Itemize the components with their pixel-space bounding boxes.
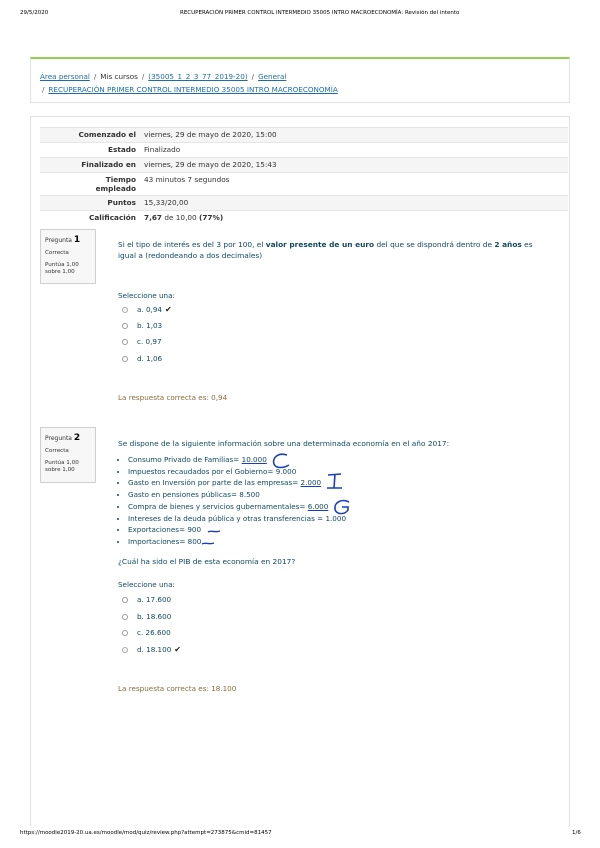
- summary-label: Calificación: [40, 211, 140, 226]
- breadcrumb-quiz-link[interactable]: RECUPERACIÓN PRIMER CONTROL INTERMEDIO 35005 INTRO MACROECONOMÍA: [48, 85, 338, 94]
- summary-row: [40, 211, 568, 226]
- radio-selected[interactable]: [122, 307, 128, 313]
- print-url: https://moodle2019-20.ua.es/moodle/mod/quiz/review.php?attempt=273875&cmid=81457: [20, 830, 272, 836]
- handwritten-g-annotation: [332, 498, 354, 518]
- question-2-info: [40, 427, 96, 483]
- question-2-feedback: La respuesta correcta es: 18.100: [118, 684, 237, 693]
- fact-item: • Impuestos recaudados por el Gobierno= 9.000: [128, 466, 346, 478]
- breadcrumb-general-link[interactable]: General: [258, 72, 287, 81]
- fact-item: • Compra de bienes y servicios gubernamentales= 6.000: [128, 501, 346, 513]
- print-date: 29/5/2020: [20, 10, 49, 16]
- summary-row: [40, 196, 568, 211]
- radio-unselected[interactable]: [122, 614, 128, 620]
- question-2-option-d[interactable]: d. 18.100 ✔: [122, 645, 181, 654]
- grade-value: 7,67: [144, 213, 163, 222]
- question-1-status: Correcta: [45, 250, 69, 257]
- question-1-number: Pregunta 1: [45, 235, 81, 245]
- fact-item: • Exportaciones= 900: [128, 524, 346, 536]
- print-page-number: 1/6: [572, 830, 581, 836]
- summary-value: Finalizado: [140, 143, 568, 158]
- radio-unselected[interactable]: [122, 630, 128, 636]
- question-2-option-c[interactable]: c. 26.600: [122, 628, 171, 637]
- question-2-number: Pregunta 2: [45, 433, 81, 443]
- radio-unselected[interactable]: [122, 597, 128, 603]
- correct-check-icon: ✔: [164, 305, 172, 314]
- handwritten-dash-exports: [207, 529, 221, 535]
- summary-row: [40, 158, 568, 173]
- summary-row: [40, 173, 568, 196]
- question-1-feedback: La respuesta correcta es: 0,94: [118, 393, 228, 402]
- question-2-option-b[interactable]: b. 18.600: [122, 612, 171, 621]
- summary-value: 43 minutos 7 segundos: [140, 173, 568, 196]
- handwritten-i-annotation: [324, 472, 346, 492]
- question-2-select-prompt: Seleccione una:: [118, 580, 175, 589]
- question-1-option-c[interactable]: c. 0,97: [122, 337, 162, 346]
- fact-item: • Gasto en Inversión por parte de las empresas= 2.000: [128, 477, 346, 489]
- question-1-option-d[interactable]: d. 1,06: [122, 354, 162, 363]
- summary-value: 15,33/20,00: [140, 196, 568, 211]
- question-2-question: ¿Cuál ha sido el PIB de esta economía en 2017?: [118, 557, 296, 566]
- question-2-option-a[interactable]: a. 17.600: [122, 595, 171, 604]
- grade-percent: (77%): [199, 213, 224, 222]
- summary-label: Puntos: [40, 196, 140, 211]
- summary-label: Comenzado el: [40, 128, 140, 143]
- summary-label: Tiempo empleado: [40, 173, 140, 196]
- question-2-facts-list: [118, 454, 346, 548]
- print-title: RECUPERACIÓN PRIMER CONTROL INTERMEDIO 35005 INTRO MACROECONOMÍA: Revisión del intento: [180, 10, 460, 16]
- question-2-score: Puntúa 1,00 sobre 1,00: [45, 459, 79, 474]
- fact-item: • Consumo Privado de Familias= 10.000: [128, 454, 346, 466]
- handwritten-c-annotation: [270, 452, 292, 470]
- breadcrumb-separator: /: [251, 72, 255, 81]
- fact-item: • Importaciones= 800: [128, 536, 346, 548]
- summary-label: Finalizado en: [40, 158, 140, 173]
- summary-value: viernes, 29 de mayo de 2020, 15:43: [140, 158, 568, 173]
- grade-of: de 10,00: [164, 213, 197, 222]
- radio-unselected[interactable]: [122, 339, 128, 345]
- breadcrumb-home-link[interactable]: Área personal: [40, 72, 90, 81]
- question-1-select-prompt: Seleccione una:: [118, 291, 175, 300]
- question-1-text: Si el tipo de interés es del 3 por 100, el valor presente de un euro del que se dispondrá dentro de 2 años es igual a (redondeando a dos decimales): [118, 240, 533, 261]
- breadcrumb-separator: /: [141, 72, 145, 81]
- question-2-status: Correcta: [45, 448, 69, 455]
- summary-value: viernes, 29 de mayo de 2020, 15:00: [140, 128, 568, 143]
- question-1-score: Puntúa 1,00 sobre 1,00: [45, 261, 79, 276]
- summary-grade: [140, 211, 568, 226]
- question-1-info: [40, 229, 96, 284]
- fact-item: • Intereses de la deuda pública y otras transferencias = 1.000: [128, 513, 346, 525]
- question-2-intro: Se dispone de la siguiente información sobre una determinada economía en el año 2017:: [118, 439, 450, 448]
- summary-row: [40, 128, 568, 143]
- radio-selected[interactable]: [122, 647, 128, 653]
- summary-row: [40, 143, 568, 158]
- breadcrumb: [30, 57, 570, 103]
- fact-item: • Gasto en pensiones públicas= 8.500: [128, 489, 346, 501]
- question-1-option-a[interactable]: a. 0,94 ✔: [122, 305, 172, 314]
- breadcrumb-separator: /: [42, 85, 45, 94]
- breadcrumb-course-link[interactable]: (35005_1_2_3_77_2019-20): [148, 72, 248, 81]
- correct-check-icon: ✔: [174, 645, 181, 654]
- breadcrumb-separator: /: [93, 72, 97, 81]
- handwritten-dash-imports: [201, 541, 215, 547]
- radio-unselected[interactable]: [122, 356, 128, 362]
- radio-unselected[interactable]: [122, 323, 128, 329]
- question-1-option-b[interactable]: b. 1,03: [122, 321, 162, 330]
- breadcrumb-my-courses: Mis cursos: [100, 72, 138, 81]
- summary-label: Estado: [40, 143, 140, 158]
- attempt-summary-table: [40, 127, 568, 225]
